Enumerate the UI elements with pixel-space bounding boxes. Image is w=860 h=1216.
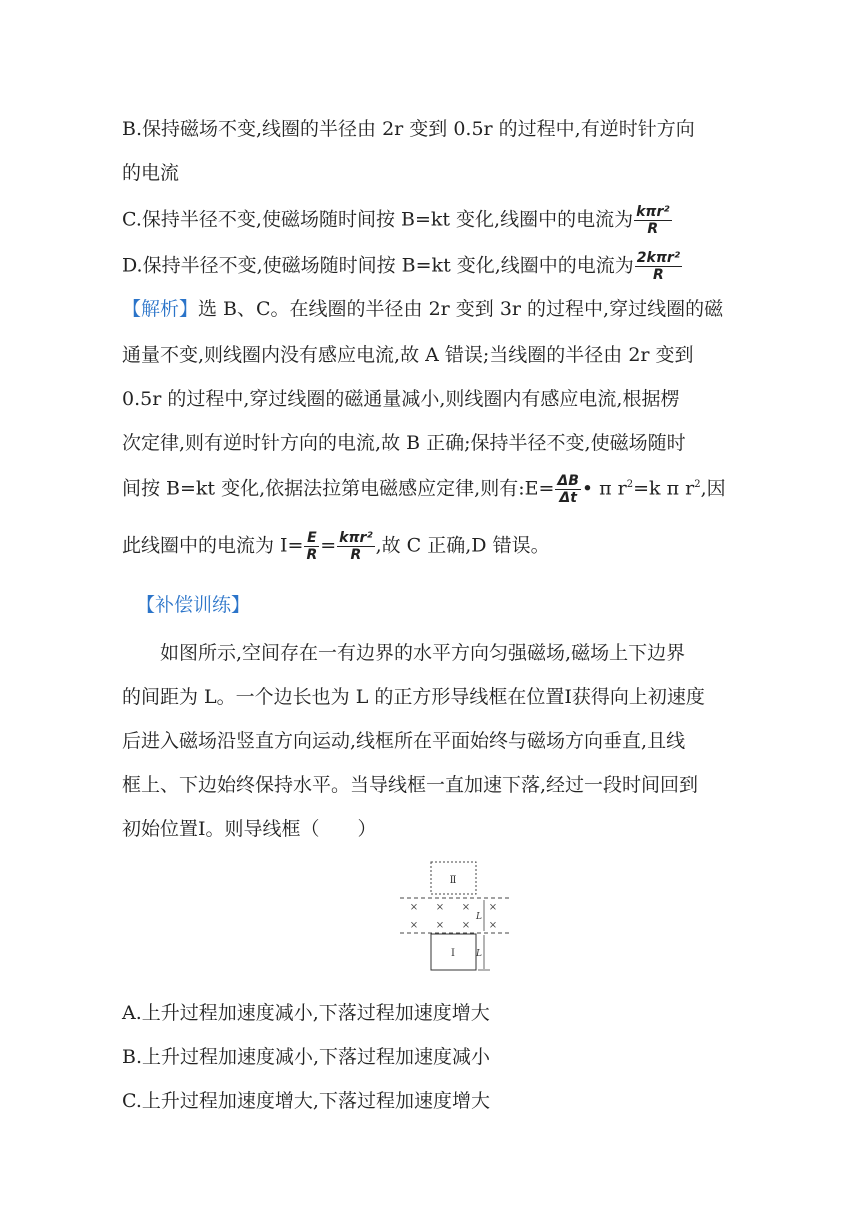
compensation-line2: 的间距为 L。一个边长也为 L 的正方形导线框在位置Ⅰ获得向上初速度	[122, 686, 705, 708]
option-b-line2: 的电流	[122, 162, 180, 184]
frame-2-label: Ⅱ	[449, 875, 457, 886]
svg-text:×: ×	[461, 920, 471, 931]
analysis-line6: 此线圈中的电流为 I= $\frac{E}{R}$ = $\frac{\text{kπr²}}{R}$ ,故 C 正确,D 错误。	[122, 530, 550, 563]
analysis-label: 【解析】	[122, 298, 199, 320]
option-c-fraction: $\frac{\text{kπr²}}{R}$	[636, 204, 670, 237]
svg-text:L: L	[476, 949, 482, 959]
svg-text:×: ×	[435, 902, 445, 913]
choice-b: B.上升过程加速度减小,下落过程加速度减小	[122, 1046, 491, 1068]
svg-text:L: L	[476, 912, 482, 922]
delta-b-over-delta-t: $\frac{\Delta B}{\Delta t}$	[557, 472, 579, 506]
compensation-line4: 框上、下边始终保持水平。当导线框一直加速下落,经过一段时间回到	[122, 774, 699, 796]
option-b-line1: B.保持磁场不变,线圈的半径由 2r 变到 0.5r 的过程中,有逆时针方向	[122, 118, 695, 140]
svg-text:×: ×	[409, 920, 419, 931]
e-over-r: $\frac{E}{R}$	[306, 530, 318, 563]
compensation-line5: 初始位置Ⅰ。则导线框（ ）	[122, 818, 377, 840]
analysis-line1: 【解析】选 B、C。在线圈的半径由 2r 变到 3r 的过程中,穿过线圈的磁	[122, 298, 724, 320]
choice-c: C.上升过程加速度增大,下落过程加速度增大	[122, 1090, 490, 1112]
choice-a: A.上升过程加速度减小,下落过程加速度增大	[122, 1002, 490, 1024]
option-d-fraction: $\frac{\text{2kπr²}}{R}$	[636, 250, 680, 283]
option-c-text: C.保持半径不变,使磁场随时间按 B=kt 变化,线圈中的电流为	[122, 208, 634, 231]
svg-text:×: ×	[488, 920, 498, 931]
svg-text:×: ×	[435, 920, 445, 931]
compensation-line3: 后进入磁场沿竖直方向运动,线框所在平面始终与磁场方向垂直,且线	[122, 730, 686, 752]
option-d-text: D.保持半径不变,使磁场随时间按 B=kt 变化,线圈中的电流为	[122, 254, 634, 277]
analysis-line4: 次定律,则有逆时针方向的电流,故 B 正确;保持半径不变,使磁场随时	[122, 432, 686, 454]
analysis-line5: 间按 B=kt 变化,依据法拉第电磁感应定律,则有:E= $\frac{\Delta B}{\Delta t}$ • π $r^2=k$ π $r^2$,因	[122, 472, 726, 506]
svg-text:×: ×	[488, 902, 498, 913]
svg-text:×: ×	[461, 902, 471, 913]
magnetic-field-diagram	[400, 858, 510, 976]
analysis-line3: 0.5r 的过程中,穿过线圈的磁通量减小,则线圈内有感应电流,根据楞	[122, 388, 680, 410]
svg-text:×: ×	[409, 902, 419, 913]
option-d	[122, 250, 683, 283]
frame-1-label: Ⅰ	[451, 948, 455, 959]
compensation-line1: 如图所示,空间存在一有边界的水平方向匀强磁场,磁场上下边界	[160, 642, 686, 664]
compensation-title: 【补偿训练】	[136, 594, 251, 616]
kpir2-over-r: $\frac{\text{kπr²}}{R}$	[339, 530, 373, 563]
analysis-line2: 通量不变,则线圈内没有感应电流,故 A 错误;当线圈的半径由 2r 变到	[122, 344, 694, 366]
option-c	[122, 204, 673, 237]
